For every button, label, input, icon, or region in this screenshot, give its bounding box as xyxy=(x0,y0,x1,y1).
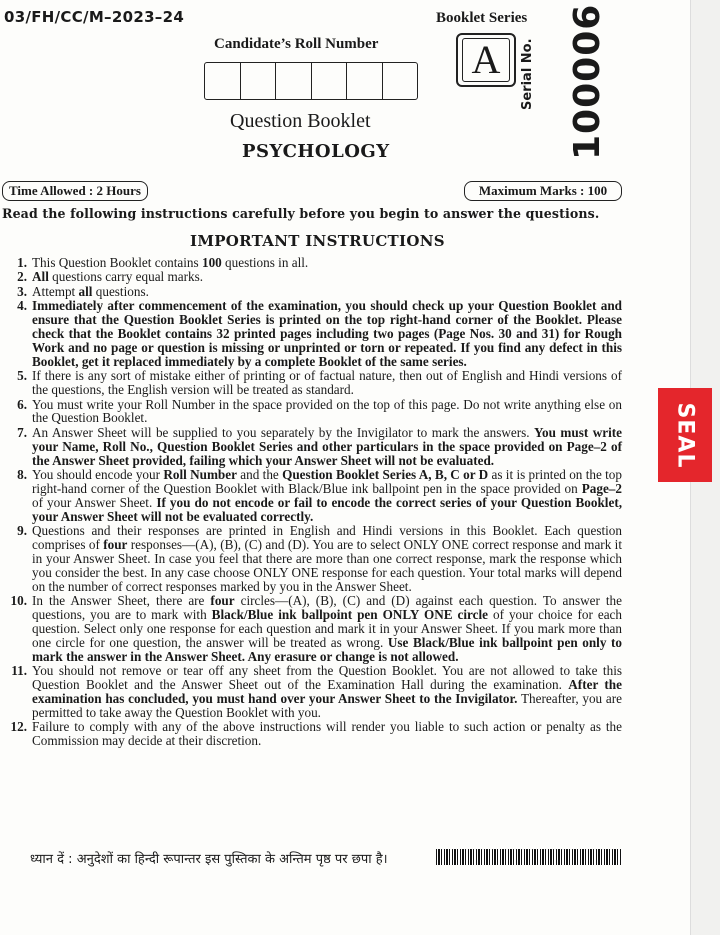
instruction-item xyxy=(4,369,622,397)
instructions-heading: IMPORTANT INSTRUCTIONS xyxy=(190,232,445,250)
instruction-number: 4. xyxy=(17,298,27,314)
maximum-marks-badge: Maximum Marks : 100 xyxy=(464,181,622,201)
seal-label: SEAL xyxy=(672,402,698,468)
instruction-number: 8. xyxy=(17,467,27,483)
instruction-item xyxy=(4,468,622,524)
roll-number-cell[interactable] xyxy=(241,63,277,99)
instruction-text: This Question Booklet contains 100 questions in all. xyxy=(32,255,309,270)
read-instructions-notice: Read the following instructions carefully before you begin to answer the questions. xyxy=(2,206,600,221)
instruction-text: Questions and their responses are printed in English and Hindi versions in this Booklet. Each question comprises of four responses—(A), (B), (C) and (D). You are to select ONLY ONE correct response and mark it in your Answer Sheet. In case you feel that there are more than one correct response, mark the response which you consider the best. In any case choose ONLY ONE response for each question. Your total marks will depend on the number of correct responses marked by you in the Answer Sheet. xyxy=(32,523,622,594)
instruction-number: 5. xyxy=(17,368,27,384)
roll-number-cell[interactable] xyxy=(312,63,348,99)
instruction-number: 11. xyxy=(11,663,27,679)
instruction-text: Immediately after commencement of the examination, you should check up your Question Booklet and ensure that the Question Booklet Series is printed on the top right-hand corner of the Booklet. Please check that the Booklet contains 32 printed pages including two pages (Page Nos. 30 and 31) for Rough Work and no page or question is missing or unprinted or torn or repeated. If you find any defect in this Booklet, get it replaced immediately by a complete Booklet of the same series. xyxy=(32,298,622,369)
hindi-note: ध्यान दें : अनुदेशों का हिन्दी रूपान्तर इस पुस्तिका के अन्तिम पृष्ठ पर छपा है। xyxy=(30,852,388,867)
subject-title: PSYCHOLOGY xyxy=(242,141,390,162)
booklet-series-label: Booklet Series xyxy=(436,10,528,26)
instruction-text: In the Answer Sheet, there are four circles—(A), (B), (C) and (D) against each question. To answer the questions, you are to mark with Black/Blue ink ballpoint pen ONLY ONE circle of your choice for each question. Select only one response for each question and mark it in your Answer Sheet. If you mark more than one circle for one question, the answer will be treated as wrong. Use Black/Blue ink ballpoint pen only to mark the answer in the Answer Sheet. Any erasure or change is not allowed. xyxy=(32,593,623,664)
booklet-series-value: A xyxy=(462,38,510,82)
booklet-series-box xyxy=(456,33,516,87)
instruction-item xyxy=(4,426,622,468)
instruction-item xyxy=(4,664,622,720)
instruction-text: Failure to comply with any of the above instructions will render you liable to such action or penalty as the Commission may decide at their discretion. xyxy=(32,719,622,749)
instruction-number: 9. xyxy=(17,523,27,539)
instruction-text: Attempt all questions. xyxy=(32,283,149,299)
instruction-text: All questions carry equal marks. xyxy=(32,269,204,285)
instruction-item xyxy=(4,256,622,270)
roll-number-boxes[interactable] xyxy=(204,62,418,100)
exam-code: 03/FH/CC/M–2023–24 xyxy=(4,8,185,26)
roll-number-cell[interactable] xyxy=(205,63,241,99)
instruction-text: You should encode your Roll Number and the Question Booklet Series A, B, C or D as it is printed on the top right-hand corner of the Question Booklet with Black/Blue ink ballpoint pen in the space provided on Page–2 of your Answer Sheet. If you do not encode or fail to encode the correct series of your Question Booklet, your Answer Sheet will not be evaluated correctly. xyxy=(32,467,623,524)
instructions-list xyxy=(4,256,622,748)
instruction-item xyxy=(4,720,622,748)
instruction-text: An Answer Sheet will be supplied to you separately by the Invigilator to mark the answers. You must write your Name, Roll No., Question Booklet Series and other particulars in the space provided on Page–2 of the Answer Sheet provided, failing which your Answer Sheet will not be evaluated. xyxy=(32,424,622,468)
instruction-text: If there is any sort of mistake either of printing or of factual nature, then out of English and Hindi versions of the questions, the English version will be treated as standard. xyxy=(32,368,622,398)
time-allowed-badge: Time Allowed : 2 Hours xyxy=(2,181,148,201)
instruction-number: 10. xyxy=(10,593,27,609)
instruction-item xyxy=(4,524,622,594)
roll-number-cell[interactable] xyxy=(347,63,383,99)
instruction-item xyxy=(4,594,622,664)
instruction-text: You must write your Roll Number in the space provided on the top of this page. Do not write anything else on the Question Booklet. xyxy=(32,396,622,426)
instruction-number: 2. xyxy=(17,269,27,285)
roll-number-label: Candidate’s Roll Number xyxy=(214,36,379,52)
instruction-number: 1. xyxy=(17,255,27,270)
barcode xyxy=(436,849,622,865)
instruction-item xyxy=(4,270,622,284)
seal-sticker xyxy=(658,388,712,482)
booklet-title: Question Booklet xyxy=(230,110,371,132)
instruction-text: You should not remove or tear off any sheet from the Question Booklet. You are not allowed to take this Question Booklet and the Answer Sheet out of the Examination Hall during the examination. After the examination has concluded, you must hand over your Answer Sheet to the Invigilator. Thereafter, you are permitted to take away the Question Booklet with you. xyxy=(32,663,622,720)
instruction-number: 7. xyxy=(17,424,27,440)
instruction-item xyxy=(4,398,622,426)
instruction-item xyxy=(4,285,622,299)
serial-number: 100006 xyxy=(567,3,608,160)
instruction-number: 3. xyxy=(17,283,27,299)
roll-number-cell[interactable] xyxy=(276,63,312,99)
instruction-item xyxy=(4,299,622,369)
instruction-number: 12. xyxy=(10,719,27,735)
serial-number-label: Serial No. xyxy=(520,38,535,110)
roll-number-cell[interactable] xyxy=(383,63,418,99)
instruction-number: 6. xyxy=(17,396,27,412)
